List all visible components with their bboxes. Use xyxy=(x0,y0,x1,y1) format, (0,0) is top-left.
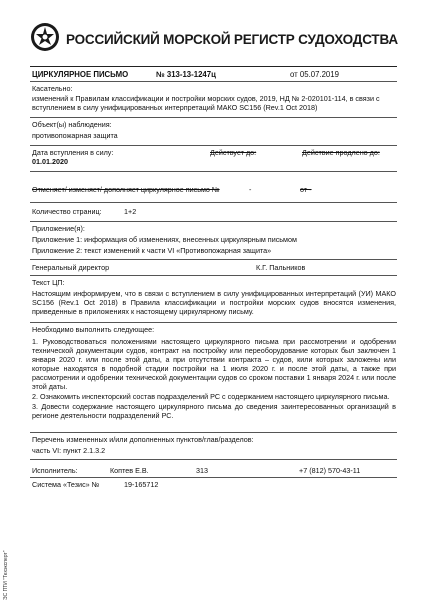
executor-phone: +7 (812) 570-43-11 xyxy=(299,466,361,475)
divider xyxy=(30,322,397,323)
effective-label: Дата вступления в силу: xyxy=(32,148,114,157)
subject-label: Касательно: xyxy=(32,84,73,93)
system-number: 19-165712 xyxy=(124,480,159,489)
objects-text: противопожарная защита xyxy=(32,131,118,140)
effective-date: 01.01.2020 xyxy=(32,157,68,166)
extended-label: Действие продлено до: xyxy=(302,148,380,157)
action-item-3: 3. Довести содержание настоящего циркулярного письма до сведения заинтересованных организаций в регионе деятельности подразделений РС. xyxy=(32,402,396,420)
divider xyxy=(30,81,397,82)
valid-until-label: Действует до: xyxy=(210,148,257,157)
cancels-dash: - xyxy=(249,185,252,194)
cancels-from: от - xyxy=(300,185,312,194)
divider xyxy=(30,477,397,478)
signatory-position: Генеральный директор xyxy=(32,263,110,272)
pages-value: 1+2 xyxy=(124,207,137,216)
body-text xyxy=(32,289,396,316)
attachment-2: Приложение 2: текст изменений к части VI «Противопожарная защита» xyxy=(32,246,272,255)
action-item-2: 2. Ознакомить инспекторский состав подразделений РС с содержанием настоящего циркулярного письма. xyxy=(32,392,390,401)
objects-label: Объект(ы) наблюдения: xyxy=(32,120,112,129)
attachments-label: Приложение(я): xyxy=(32,224,85,233)
executor-dept: 313 xyxy=(196,466,208,475)
changed-items-label: Перечень измененных и/или дополненных пунктов/глав/разделов: xyxy=(32,435,254,444)
divider xyxy=(30,459,397,460)
divider xyxy=(30,275,397,276)
executor-label: Исполнитель: xyxy=(32,466,78,475)
divider xyxy=(30,171,397,172)
letterhead xyxy=(30,22,410,70)
body-label: Текст ЦП: xyxy=(32,278,65,287)
divider xyxy=(30,66,397,67)
letter-type: ЦИРКУЛЯРНОЕ ПИСЬМО xyxy=(32,70,129,79)
divider xyxy=(30,432,397,433)
divider xyxy=(30,145,397,146)
actions-list xyxy=(32,337,396,420)
system-label: Система «Тезис» № xyxy=(32,480,100,489)
side-watermark-text: ЭС ПТИ "Техэксперт" xyxy=(3,550,9,600)
signatory-name: К.Г. Пальников xyxy=(256,263,306,272)
pages-label: Количество страниц: xyxy=(32,207,102,216)
rs-logo-icon xyxy=(30,22,60,52)
actions-label: Необходимо выполнить следующее: xyxy=(32,325,155,334)
body-paragraph: Настоящим информируем, что в связи с вступлением в силу унифицированных интерпретаций (УИ) МАКО SC156 (Rev.1 Oct 2018) в Правила классификации и постройки морских судов вносятся изменения, приведенные в приложениях к настоящему циркулярному письму. xyxy=(32,289,396,316)
divider xyxy=(30,259,397,260)
subject-text: изменений к Правилам классификации и постройки морских судов, 2019, НД № 2-020101-114, в связи с вступлением в силу унифицированных интерпретаций МАКО SC156 (Rev.1 Oct 2018) xyxy=(32,94,380,112)
action-item-1: 1. Руководствоваться положениями настоящего циркулярного письма при рассмотрении и одобрении технической документации судов, контракт на постройку или переоборудование которых был заключен 1 января 2020 г. или после этой даты, а при отсутствии контракта – судов, кили которых заложены или которые находятся в подобной стадии постройки на 1 июля 2020 г. и после этой даты, а также при рассмотрении и одобрении технической документации судов со сроком поставки 1 января 2024 г. или после этой даты. xyxy=(32,337,396,391)
letter-date: от 05.07.2019 xyxy=(290,70,339,79)
divider xyxy=(30,221,397,222)
executor-name: Коптев Е.В. xyxy=(110,466,149,475)
organization-name: РОССИЙСКИЙ МОРСКОЙ РЕГИСТР СУДОХОДСТВА xyxy=(66,32,398,47)
divider xyxy=(30,117,397,118)
letter-number: № 313-13-1247ц xyxy=(156,70,216,79)
divider xyxy=(30,202,397,203)
attachment-1: Приложение 1: информация об изменениях, внесенных циркулярным письмом xyxy=(32,235,297,244)
cancels-label: Отменяет/ изменяет/ дополняет циркулярное письмо № xyxy=(32,185,220,194)
changed-items-text: часть VI: пункт 2.1.3.2 xyxy=(32,446,106,455)
